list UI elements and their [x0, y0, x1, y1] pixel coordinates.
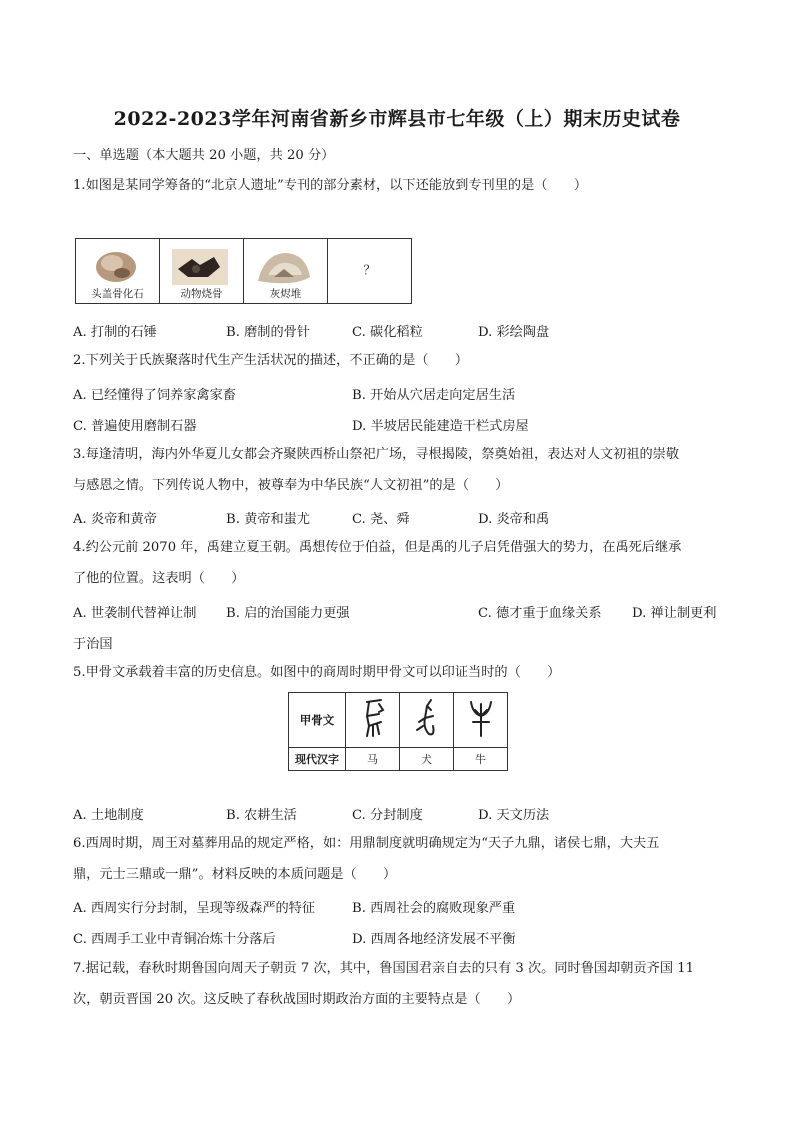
option-c: C. 尧、舜 [352, 512, 410, 527]
option-c: C. 分封制度 [352, 808, 423, 823]
option-d: D. 彩绘陶盘 [478, 325, 550, 340]
question-5-text: 5.甲骨文承载着丰富的历史信息。如图中的商周时期甲骨文可以印证当时的（ ） [73, 665, 561, 680]
option-a: A. 已经懂得了饲养家禽家畜 [73, 388, 236, 403]
option-d: D. 炎帝和禹 [478, 512, 550, 527]
question-7-text-line-2: 次，朝贡晋国 20 次。这反映了春秋战国时期政治方面的主要特点是（ ） [73, 992, 521, 1007]
option-a: A. 西周实行分封制，呈现等级森严的特征 [73, 901, 316, 916]
option-a: A. 打制的石锤 [73, 325, 157, 340]
option-c: C. 德才重于血缘关系 [478, 606, 602, 621]
question-6-text-line-2: 鼎，元士三鼎或一鼎”。材料反映的本质问题是（ ） [73, 867, 397, 882]
question-1-figure [75, 238, 412, 304]
figure-cell-skull [76, 239, 160, 303]
option-c: C. 普遍使用磨制石器 [73, 419, 197, 434]
option-b: B. 启的治国能力更强 [226, 606, 350, 621]
question-1-text: 1.如图是某同学筹备的“北京人遗址”专刊的部分素材，以下还能放到专刊里的是（ ） [73, 178, 587, 193]
modern-char: 犬 [400, 748, 454, 771]
option-b: B. 开始从穴居走向定居生活 [352, 388, 516, 403]
option-a: A. 炎帝和黄帝 [73, 512, 157, 527]
option-c: C. 碳化稻粒 [352, 325, 423, 340]
skull-fossil-image [86, 247, 146, 287]
figure-caption: 头盖骨化石 [91, 288, 144, 300]
figure-cell-bones [160, 239, 244, 303]
horse-glyph-icon [359, 696, 387, 740]
question-2-text: 2.下列关于氏族聚落时代生产生活状况的描述，不正确的是（ ） [73, 353, 469, 368]
option-d: D. 禅让制更利 [632, 606, 717, 621]
option-d: D. 半坡居民能建造干栏式房屋 [352, 419, 529, 434]
option-d-continuation: 于治国 [73, 637, 113, 652]
oracle-glyph-ox [454, 693, 508, 748]
option-c: C. 西周手工业中青铜冶炼十分落后 [73, 932, 276, 947]
dog-glyph-icon [413, 696, 441, 740]
option-b: B. 西周社会的腐败现象严重 [352, 901, 516, 916]
modern-char: 牛 [454, 748, 508, 771]
question-4-text-line-2: 了他的位置。这表明（ ） [73, 571, 245, 586]
option-b: B. 黄帝和蚩尤 [226, 512, 311, 527]
question-mark: ？ [363, 263, 376, 277]
section-heading: 一、单选题（本大题共 20 小题，共 20 分） [73, 148, 335, 163]
option-d: D. 天文历法 [478, 808, 550, 823]
option-d: D. 西周各地经济发展不平衡 [352, 932, 516, 947]
question-4-text-line-1: 4.约公元前 2070 年，禹建立夏王朝。禹想传位于伯益，但是禹的儿子启凭借强大的势力，在禹死后继承 [73, 540, 682, 555]
figure-cell-unknown [328, 239, 411, 303]
option-b: B. 磨制的骨针 [226, 325, 311, 340]
question-6-text-line-1: 6.西周时期，周王对墓葬用品的规定严格，如：用鼎制度就明确规定为“天子九鼎，诸侯七鼎，大夫五 [73, 836, 660, 851]
burnt-bones-image [170, 247, 230, 287]
modern-char: 马 [346, 748, 400, 771]
figure-caption: 灰烬堆 [269, 288, 302, 300]
oracle-glyph-horse [346, 693, 400, 748]
question-3-text-line-1: 3.每逢清明，海内外华夏儿女都会齐聚陕西桥山祭祀广场，寻根揭陵，祭奠始祖，表达对人文初祖的崇敬 [73, 447, 680, 462]
ash-pile-image [254, 247, 314, 287]
question-3-text-line-2: 与感恩之情。下列传说人物中，被尊奉为中华民族“人文初祖”的是（ ） [73, 478, 509, 493]
oracle-glyph-dog [400, 693, 454, 748]
option-a: A. 世袭制代替禅让制 [73, 606, 197, 621]
page-title: 2022-2023学年河南省新乡市辉县市七年级（上）期末历史试卷 [113, 108, 681, 130]
figure-caption: 动物烧骨 [180, 288, 223, 300]
oracle-bone-table [288, 692, 508, 771]
table-head-oracle: 甲骨文 [289, 693, 346, 748]
table-head-modern: 现代汉字 [289, 748, 346, 771]
figure-cell-ash [244, 239, 328, 303]
ox-glyph-icon [467, 696, 495, 740]
option-b: B. 农耕生活 [226, 808, 297, 823]
question-7-text-line-1: 7.据记载，春秋时期鲁国向周天子朝贡 7 次，其中，鲁国国君亲自去的只有 3 次。同时鲁国却朝贡齐国 11 [73, 961, 694, 976]
option-a: A. 土地制度 [73, 808, 144, 823]
